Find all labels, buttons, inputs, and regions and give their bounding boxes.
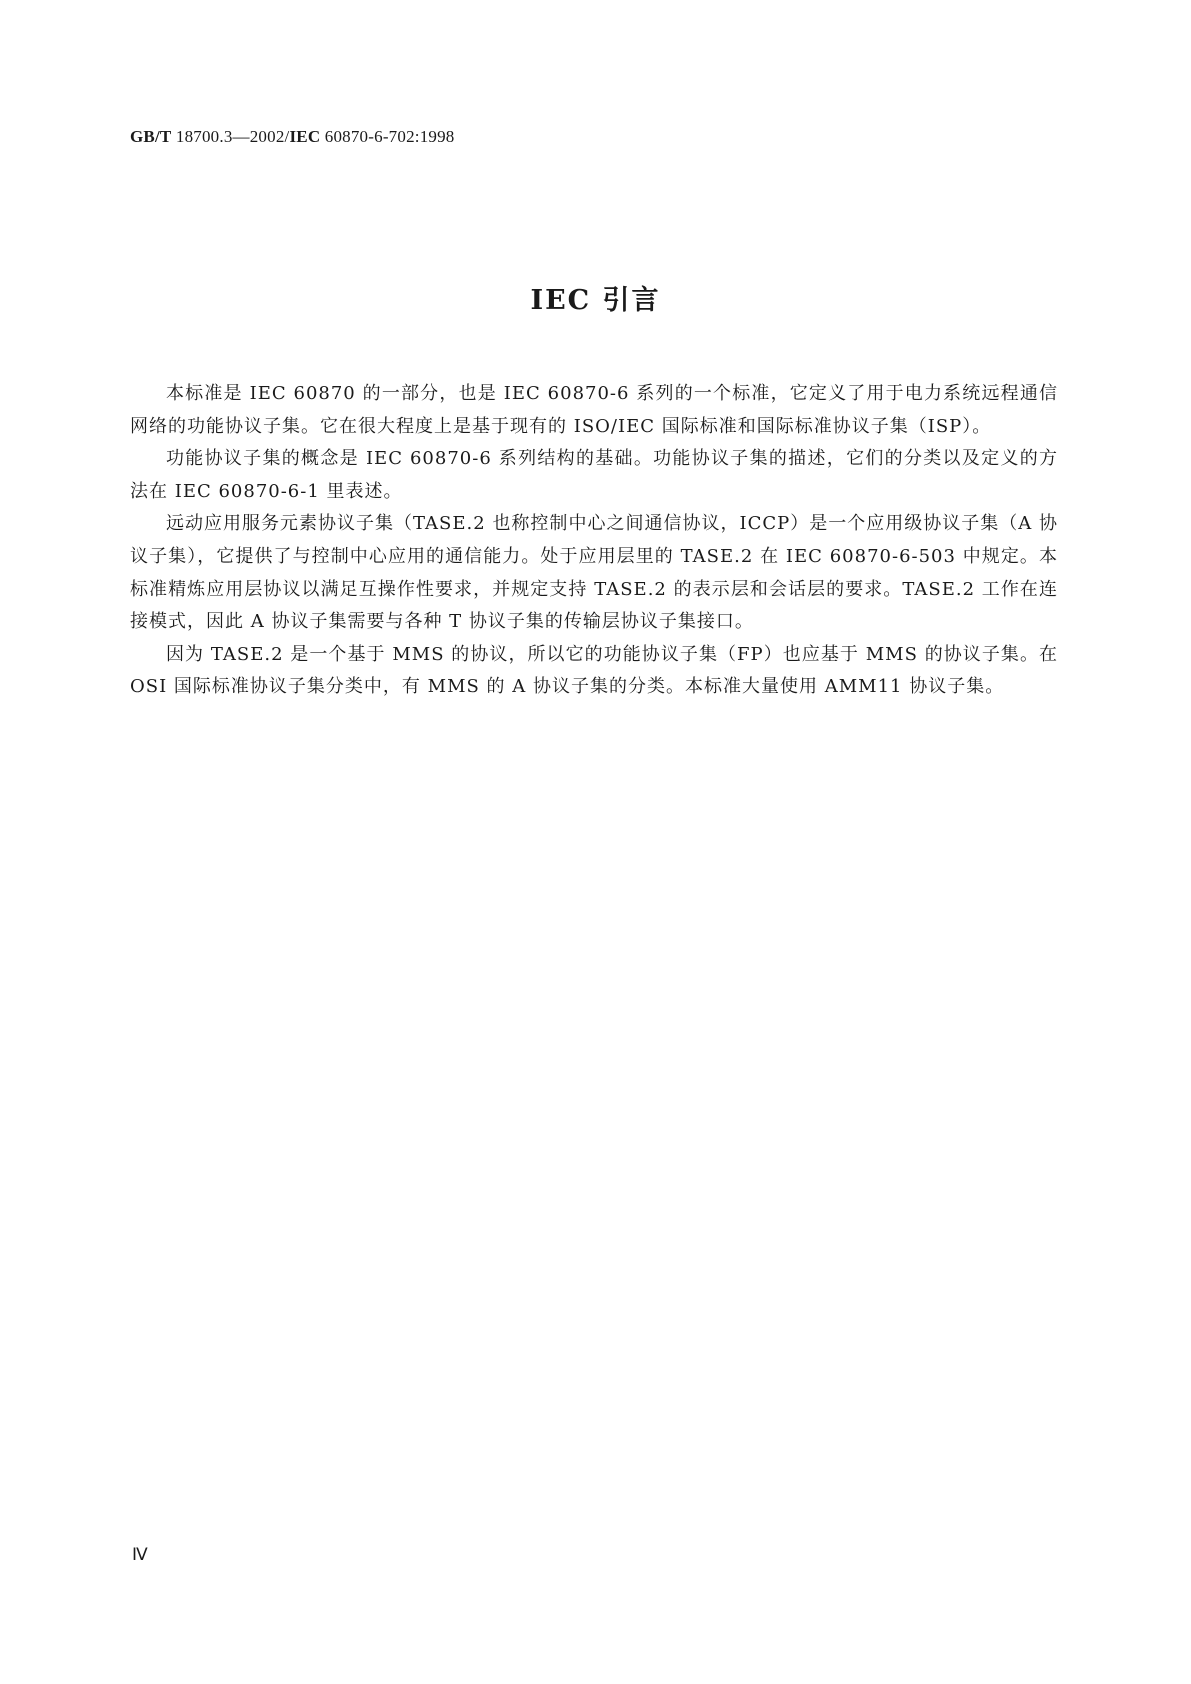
paragraph: 远动应用服务元素协议子集（TASE.2 也称控制中心之间通信协议，ICCP）是一个应用级协议子集（A 协议子集），它提供了与控制中心应用的通信能力。处于应用层里的 TASE.2 在 IEC 60870-6-503 中规定。本标准精炼应用层协议以满足互操作性要求，并规定支持 TASE.2 的表示层和会话层的要求。TASE.2 工作在连接模式，因此 A 协议子集需要与各种 T 协议子集的传输层协议子集接口。 — [130, 513, 1058, 633]
document-header — [130, 127, 455, 147]
body-text — [130, 378, 1058, 704]
header-standard-prefix: GB/T — [130, 127, 172, 146]
header-iec-prefix: IEC — [289, 127, 321, 146]
paragraph: 因为 TASE.2 是一个基于 MMS 的协议，所以它的功能协议子集（FP）也应基于 MMS 的协议子集。在 OSI 国际标准协议子集分类中，有 MMS 的 A 协议子集的分类。本标准大量使用 AMM11 协议子集。 — [130, 643, 1058, 698]
page-number: Ⅳ — [132, 1545, 148, 1564]
header-iec-number: 60870-6-702:1998 — [320, 127, 455, 146]
paragraph: 本标准是 IEC 60870 的一部分，也是 IEC 60870-6 系列的一个标准，它定义了用于电力系统远程通信网络的功能协议子集。它在很大程度上是基于现有的 ISO/IEC 国际标准和国际标准协议子集（ISP）。 — [130, 383, 1058, 437]
page-title: IEC 引言 — [530, 285, 661, 316]
paragraph: 功能协议子集的概念是 IEC 60870-6 系列结构的基础。功能协议子集的描述，它们的分类以及定义的方法在 IEC 60870-6-1 里表述。 — [130, 448, 1058, 502]
header-standard-number: 18700.3—2002/ — [171, 127, 290, 146]
